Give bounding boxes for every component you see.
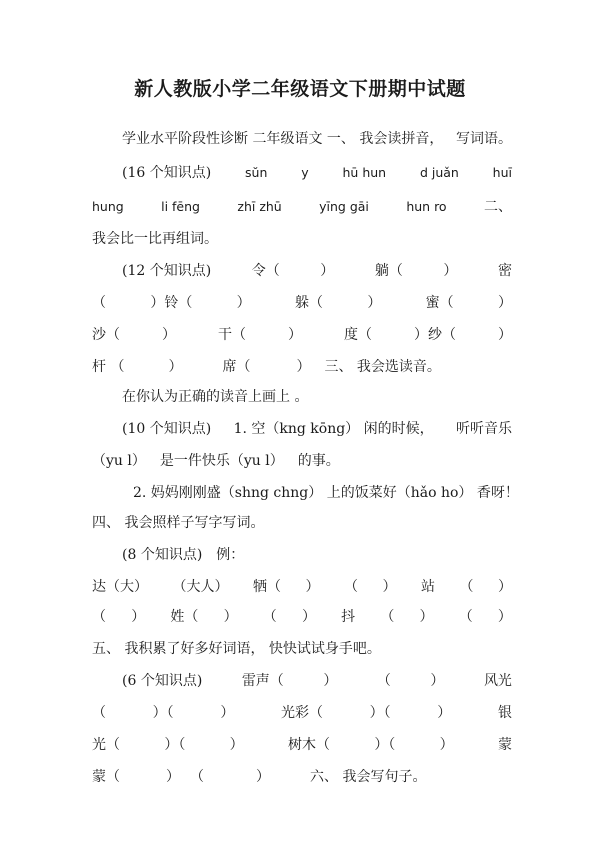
- section-heading-2: [92, 228, 512, 248]
- word-cell: 密: [497, 263, 512, 279]
- word-cell: 雷声（: [241, 673, 284, 689]
- pinyin-item: hung: [92, 199, 124, 214]
- pinyin-item: hū hun: [342, 165, 387, 180]
- word-cell: 达（大）: [92, 579, 148, 595]
- word-cell: ）: [439, 737, 454, 753]
- word-cell: ）: [229, 737, 244, 753]
- compare-row-3: [92, 324, 512, 344]
- word-cell: ）纱（: [414, 327, 456, 343]
- word-cell: ）（: [152, 705, 174, 721]
- reading-q2-line: [133, 482, 519, 502]
- write-row-1: [92, 576, 512, 596]
- word-cell: ）铃（: [150, 295, 193, 311]
- instruction-line: [122, 386, 512, 406]
- word-cell: 光彩（: [280, 705, 323, 721]
- word-cell: 牺（: [253, 579, 281, 595]
- pinyin-row-2: [92, 196, 512, 216]
- reading-q1-line: [122, 418, 512, 438]
- points-label: (8 个知识点): [122, 547, 203, 563]
- question-text: 的事。: [297, 453, 340, 469]
- question-text: （yu l）: [92, 453, 146, 469]
- word-cell: ）: [367, 295, 382, 311]
- section-heading-text: 我会比一比再组词。: [92, 231, 218, 247]
- words-row-3: [92, 734, 512, 754]
- word-cell: ）: [296, 359, 311, 375]
- word-cell: ）: [166, 769, 180, 785]
- word-cell: 姓（: [170, 609, 199, 625]
- word-cell: 躺（: [374, 263, 403, 279]
- question-text: 听听音乐: [455, 421, 512, 437]
- words-row-4: [92, 766, 512, 786]
- question-text: 1. 空（kng kōng） 闲的时候，: [233, 421, 434, 437]
- word-cell: 蒙: [497, 737, 512, 753]
- word-cell: （: [92, 295, 106, 311]
- pinyin-item: y: [301, 165, 309, 180]
- word-cell: ）（: [164, 737, 186, 753]
- word-cell: ）: [437, 705, 452, 721]
- section-number: 二、: [484, 199, 512, 215]
- word-cell: 干（: [218, 327, 246, 343]
- pinyin-item: hun ro: [406, 199, 447, 214]
- word-cell: ）: [162, 327, 176, 343]
- word-cell: （: [380, 609, 395, 625]
- word-cell: 躲（: [294, 295, 323, 311]
- word-cell: ）: [220, 705, 235, 721]
- word-cell: ）: [430, 673, 445, 689]
- word-cell: 蒙（: [92, 769, 120, 785]
- pinyin-item: huī: [492, 165, 512, 180]
- section-heading-5: [92, 638, 512, 658]
- word-cell: ）: [419, 609, 434, 625]
- word-cell: ）: [498, 579, 512, 595]
- pinyin-item: li fēng: [161, 199, 200, 214]
- pinyin-row-1: [122, 162, 512, 182]
- points-label: (6 个知识点): [122, 673, 203, 689]
- compare-row-2: [92, 292, 512, 312]
- word-cell: 杆 （: [92, 359, 125, 375]
- compare-row-4: [92, 356, 512, 376]
- word-cell: ）: [443, 263, 458, 279]
- word-cell: ）: [382, 579, 397, 595]
- example-line: [122, 544, 512, 564]
- word-cell: 沙（: [92, 327, 120, 343]
- word-cell: 站: [421, 579, 435, 595]
- intro-text-a: 学业水平阶段性诊断 二年级语文 一、 我会读拼音，: [122, 131, 444, 147]
- pinyin-item: yīng gāi: [319, 199, 369, 214]
- word-cell: 银: [497, 705, 512, 721]
- section-heading-text: 五、 我积累了好多好词语， 快快试试身手吧。: [92, 641, 381, 657]
- write-row-2: [92, 606, 512, 626]
- section-heading-text: 三、 我会选读音。: [324, 359, 441, 375]
- points-label: (10 个知识点): [122, 421, 212, 437]
- intro-text-b: 写词语。: [456, 131, 512, 147]
- word-cell: 席（: [222, 359, 251, 375]
- points-label: (12 个知识点): [122, 263, 212, 279]
- question-text: 是一件快乐（yu l）: [159, 453, 284, 469]
- word-cell: ）: [301, 609, 316, 625]
- word-cell: （: [459, 579, 474, 595]
- word-cell: （: [344, 579, 358, 595]
- word-cell: 树木（: [287, 737, 330, 753]
- word-cell: （: [376, 673, 391, 689]
- word-cell: 光（: [92, 737, 120, 753]
- pinyin-item: zhī zhū: [237, 199, 282, 214]
- page-title: 新人教版小学二年级语文下册期中试题: [134, 78, 466, 100]
- points-label: (16 个知识点): [122, 165, 212, 181]
- word-cell: （: [262, 609, 277, 625]
- word-cell: 度（: [344, 327, 372, 343]
- word-cell: ）: [323, 673, 338, 689]
- words-row-2: [92, 702, 512, 722]
- word-cell: 风光: [483, 673, 512, 689]
- word-cell: ）: [288, 327, 302, 343]
- word-cell: ）: [223, 609, 238, 625]
- word-cell: ）: [256, 769, 270, 785]
- word-cell: ）（: [374, 737, 396, 753]
- word-cell: ）: [236, 295, 251, 311]
- word-cell: ）: [497, 295, 512, 311]
- pinyin-item: d juǎn: [419, 165, 459, 180]
- word-cell: ）: [131, 609, 146, 625]
- instruction-text: 在你认为正确的读音上画上 。: [122, 389, 309, 405]
- word-cell: ）: [320, 263, 335, 279]
- word-cell: （: [92, 609, 106, 625]
- word-cell: 抖: [341, 609, 356, 625]
- word-cell: （: [92, 705, 106, 721]
- word-cell: ）: [498, 327, 512, 343]
- example-label: 例：: [216, 547, 245, 563]
- word-cell: 蜜（: [425, 295, 454, 311]
- word-cell: ）: [168, 359, 183, 375]
- compare-row-1: [122, 260, 512, 280]
- word-cell: （大人）: [172, 579, 229, 595]
- words-row-1: [122, 670, 512, 690]
- word-cell: ）（: [369, 705, 391, 721]
- section-heading-text: 四、 我会照样子写字写词。: [92, 515, 265, 531]
- word-cell: （: [190, 769, 204, 785]
- section-heading-4: [92, 512, 512, 532]
- section-heading-text: 六、 我会写句子。: [310, 769, 427, 785]
- reading-q1-cont: [92, 450, 512, 470]
- word-cell: ）: [497, 609, 512, 625]
- word-cell: （: [458, 609, 473, 625]
- question-text: 2. 妈妈刚刚盛（shng chng） 上的饭菜好（hǎo ho） 香呀！: [133, 485, 519, 501]
- pinyin-item: sŭn: [245, 165, 268, 180]
- word-cell: 令（: [251, 263, 280, 279]
- word-cell: ）: [305, 579, 320, 595]
- intro-line: [122, 128, 512, 148]
